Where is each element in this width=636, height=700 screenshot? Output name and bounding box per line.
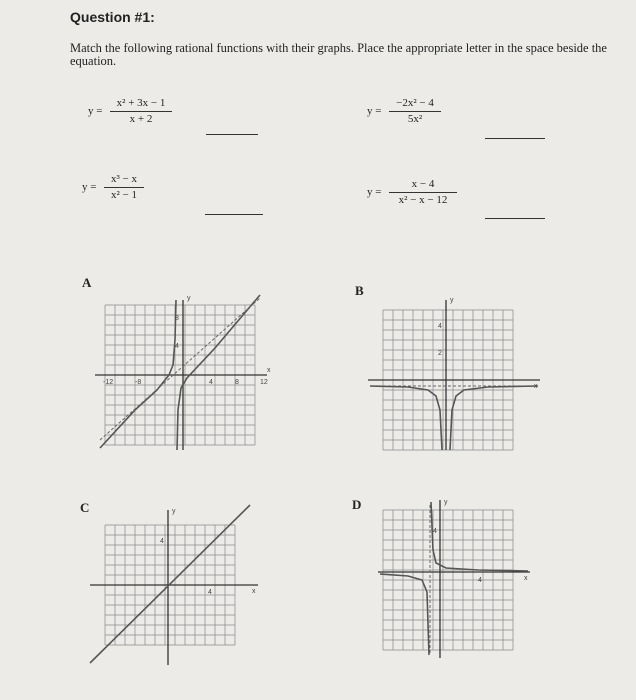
equation-3-numerator: x³ − x — [110, 173, 137, 185]
equation-2-fraction-bar — [389, 111, 441, 112]
equation-3-denominator: x² − 1 — [110, 189, 137, 201]
graph-a-tick-x5: 12 — [260, 379, 268, 386]
graph-b-curve-left — [370, 386, 442, 450]
graph-c-tick-x1: 4 — [208, 589, 212, 596]
graph-a — [95, 295, 271, 450]
graph-c-label: C — [80, 500, 90, 515]
graph-b — [368, 297, 543, 450]
graph-c-x-label: x — [252, 588, 256, 595]
equation-4 — [367, 178, 467, 208]
graph-b-tick-y2: 2 — [438, 350, 442, 357]
graph-a-asymptote — [100, 298, 260, 440]
graph-c — [90, 505, 260, 670]
graph-c-y-label: y — [172, 508, 176, 515]
graph-b-label: B — [355, 283, 364, 298]
graph-d-curve-right — [431, 502, 528, 571]
equation-2-lhs: y = — [367, 105, 382, 117]
graph-d-x-label: x — [524, 575, 528, 582]
graph-a-x-label: x — [267, 367, 271, 374]
equation-2 — [367, 97, 457, 127]
equation-2-denominator: 5x² — [407, 113, 423, 125]
instructions: Match the following rational functions with their graphs. Place the appropriate letter in the space beside the equation. — [70, 41, 607, 68]
graph-a-label: A — [82, 275, 92, 290]
equation-3-fraction-bar — [104, 187, 144, 188]
graph-d-tick-x1: 4 — [478, 577, 482, 584]
graph-d-curve-left — [380, 574, 429, 655]
graph-b-tick-y1: 4 — [438, 323, 442, 330]
equation-1-denominator: x + 2 — [129, 113, 153, 125]
equation-2-numerator: −2x² − 4 — [396, 97, 434, 109]
graph-c-tick-y1: 4 — [160, 538, 164, 545]
graph-b-y-label: y — [450, 297, 454, 304]
graph-a-tick-x3: 4 — [209, 379, 213, 386]
graph-d-label: D — [352, 497, 362, 512]
equation-4-numerator: x − 4 — [411, 178, 435, 190]
graph-d-y-label: y — [444, 499, 448, 506]
equation-1-numerator: x² + 3x − 1 — [116, 97, 166, 109]
equation-4-fraction-bar — [389, 192, 457, 193]
equation-4-denominator: x² − x − 12 — [398, 194, 448, 206]
graph-a-tick-x2: -8 — [135, 379, 142, 386]
equation-3-lhs: y = — [82, 181, 97, 193]
equation-4-lhs: y = — [367, 186, 382, 198]
equation-1 — [88, 97, 178, 127]
answer-blank-1[interactable] — [206, 134, 258, 135]
graph-a-tick-x1: -12 — [103, 379, 114, 386]
answer-blank-2[interactable] — [485, 138, 545, 139]
graph-a-curve-left — [100, 300, 176, 448]
equation-3 — [82, 173, 162, 203]
question-title: Question #1: — [70, 9, 155, 25]
answer-blank-3[interactable] — [205, 214, 263, 215]
graph-d-tick-y1: 4 — [433, 528, 437, 535]
graph-d-grid — [383, 510, 513, 650]
graph-a-tick-y2: 4 — [175, 343, 179, 350]
graph-a-tick-x4: 8 — [235, 379, 239, 386]
graph-d — [378, 500, 533, 660]
graph-a-tick-y1: 8 — [175, 315, 179, 322]
equation-1-lhs: y = — [88, 105, 103, 117]
graph-c-line — [90, 505, 250, 663]
graph-b-x-label: x — [534, 383, 538, 390]
graph-a-curve-right — [177, 295, 260, 450]
equation-1-fraction-bar — [110, 111, 172, 112]
graph-a-y-label: y — [187, 295, 191, 302]
answer-blank-4[interactable] — [485, 218, 545, 219]
